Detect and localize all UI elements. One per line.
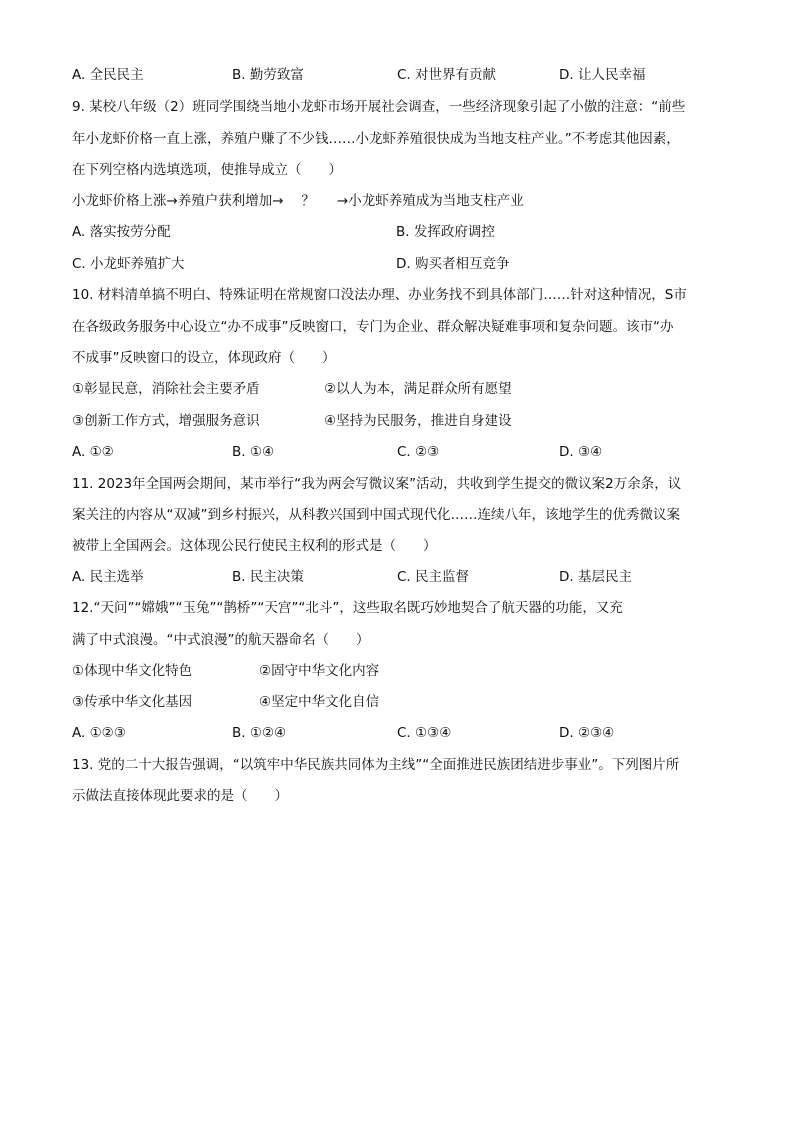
q12-options (72, 724, 732, 742)
q10-option-d: D. ③④ (559, 444, 603, 460)
q11-option-a: A. 民主选举 (72, 569, 144, 585)
q9-option-a: A. 落实按劳分配 (72, 224, 171, 240)
q13-stem-line-2: 示做法直接体现此要求的是（ ） (72, 788, 288, 804)
q11-option-c: C. 民主监督 (397, 569, 470, 585)
q10-option-c: C. ②③ (397, 444, 440, 460)
q10-statement-3: ③创新工作方式，增强服务意识 (72, 413, 260, 429)
q12-option-b: B. ①②④ (232, 725, 287, 741)
q12-option-d: D. ②③④ (559, 725, 615, 741)
q10-stem-line-2: 在各级政务服务中心设立“办不成事”反映窗口，专门为企业、群众解决疑难事项和复杂问题。该市“办 (72, 319, 674, 335)
q9-options-row-1 (72, 223, 732, 241)
q8-option-a: A. 全民民主 (72, 67, 144, 83)
q9-stem-line-1: 9. 某校八年级（2）班同学围绕当地小龙虾市场开展社会调查，一些经济现象引起了小傲的注意：“前些 (72, 99, 686, 115)
q8-option-c: C. 对世界有贡献 (397, 67, 497, 83)
q11-stem-line-1: 11. 2023年全国两会期间，某市举行“我为两会写微议案”活动，共收到学生提交的微议案2万余条，议 (72, 476, 682, 492)
q10-option-b: B. ①④ (232, 444, 275, 460)
q8-options (72, 66, 732, 84)
q10-stem-line-1: 10. 材料清单搞不明白、特殊证明在常规窗口没法办理、办业务找不到具体部门……针对这种情况，S市 (72, 287, 687, 303)
q12-statements-row-1 (72, 662, 732, 680)
q11-stem-line-2: 案关注的内容从“双减”到乡村振兴，从科教兴国到中国式现代化……连续八年，该地学生的优秀微议案 (72, 507, 680, 523)
q11-option-b: B. 民主决策 (232, 569, 304, 585)
q13-stem-line-1: 13. 党的二十大报告强调，“以筑牢中华民族共同体为主线”“全面推进民族团结进步事业”。下列图片所 (72, 757, 680, 773)
q9-option-b: B. 发挥政府调控 (396, 224, 495, 240)
q8-option-d: D. 让人民幸福 (559, 67, 646, 83)
q9-option-d: D. 购买者相互竞争 (396, 256, 510, 272)
q12-option-a: A. ①②③ (72, 725, 126, 741)
q9-option-c: C. 小龙虾养殖扩大 (72, 256, 185, 272)
q10-statements-row-2 (72, 412, 732, 430)
q9-stem-line-2: 年小龙虾价格一直上涨，养殖户赚了不少钱……小龙虾养殖很快成为当地支柱产业。”不考虑其他因素， (72, 131, 680, 147)
q12-statement-4: ④坚定中华文化自信 (259, 694, 380, 710)
q9-chain: 小龙虾价格上涨→养殖户获利增加→ ？ →小龙虾养殖成为当地支柱产业 (72, 193, 524, 209)
q10-option-a: A. ①② (72, 444, 114, 460)
q12-option-c: C. ①③④ (397, 725, 452, 741)
q12-statement-3: ③传承中华文化基因 (72, 694, 193, 710)
q12-stem-line-1: 12.“天问”“嫦娥”“玉兔”“鹊桥”“天宫”“北斗”，这些取名既巧妙地契合了航天器的功能，又充 (72, 600, 623, 616)
q10-statement-2: ②以人为本，满足群众所有愿望 (324, 381, 512, 397)
q10-statements-row-1 (72, 380, 732, 398)
q9-stem-line-3: 在下列空格内选填选项，使推导成立（ ） (72, 162, 342, 178)
q11-option-d: D. 基层民主 (559, 569, 632, 585)
q10-stem-line-3: 不成事”反映窗口的设立，体现政府（ ） (72, 350, 336, 366)
q10-options (72, 443, 732, 461)
q10-statement-4: ④坚持为民服务，推进自身建设 (324, 413, 512, 429)
q12-statement-1: ①体现中华文化特色 (72, 663, 193, 679)
q12-stem-line-2: 满了中式浪漫。“中式浪漫”的航天器命名（ ） (72, 632, 370, 648)
q11-options (72, 568, 732, 586)
q9-options-row-2 (72, 255, 732, 273)
q10-statement-1: ①彰显民意，消除社会主要矛盾 (72, 381, 260, 397)
q12-statements-row-2 (72, 693, 732, 711)
q8-option-b: B. 勤劳致富 (232, 67, 304, 83)
q12-statement-2: ②固守中华文化内容 (259, 663, 380, 679)
q11-stem-line-3: 被带上全国两会。这体现公民行使民主权利的形式是（ ） (72, 538, 437, 554)
